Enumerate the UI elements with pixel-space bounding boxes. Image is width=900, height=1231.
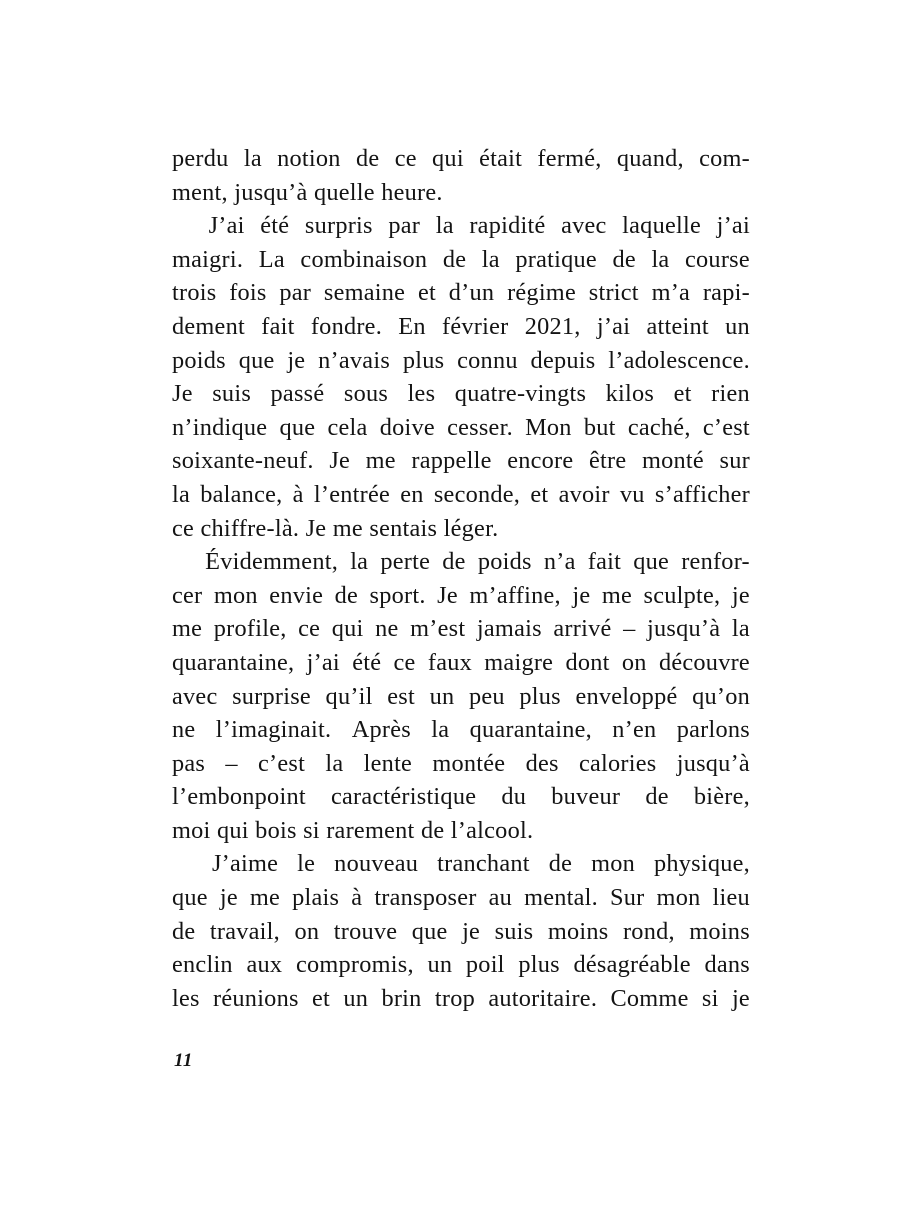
word: quarantaine, xyxy=(469,716,592,744)
word: qui xyxy=(432,145,464,172)
word: et xyxy=(673,380,692,408)
word: Après xyxy=(351,716,411,744)
word: m’est xyxy=(410,615,466,643)
word: cesser. xyxy=(447,413,513,441)
text-line xyxy=(172,142,750,176)
word: la xyxy=(435,212,454,240)
word: lieu xyxy=(712,884,750,912)
word: dans xyxy=(704,951,750,979)
word: but xyxy=(583,413,616,441)
word: à xyxy=(351,884,363,912)
word: semaine xyxy=(323,279,406,307)
word: on xyxy=(621,648,647,676)
word: la xyxy=(651,245,670,273)
word: seconde, xyxy=(433,480,521,508)
word: ne xyxy=(375,615,399,643)
word: 2021, xyxy=(524,312,581,340)
word: envie xyxy=(269,581,324,609)
word: quatre-vingts xyxy=(454,380,587,408)
text-line xyxy=(172,881,750,915)
word: être xyxy=(588,447,627,475)
word: avoir xyxy=(558,480,610,508)
word: et xyxy=(417,279,437,307)
word: un xyxy=(725,312,750,340)
word: j’ai xyxy=(306,648,340,676)
word: La xyxy=(258,245,285,273)
word: et xyxy=(311,984,331,1012)
word: Je xyxy=(172,380,193,408)
text-line xyxy=(172,847,750,881)
word: n’a xyxy=(543,548,576,576)
paragraph-indent xyxy=(172,847,193,881)
word: l’entrée xyxy=(313,480,391,508)
word: J’aime xyxy=(211,850,279,878)
word: rond, xyxy=(622,917,675,945)
text-line xyxy=(172,646,750,680)
word: la xyxy=(431,716,450,744)
text-line xyxy=(172,545,750,579)
word: un xyxy=(429,682,455,710)
word: jusqu’à xyxy=(676,749,750,777)
word: soixante-neuf. xyxy=(172,447,314,475)
word: quand, xyxy=(616,145,684,172)
word: désagréable xyxy=(573,951,691,979)
word: Mon xyxy=(525,413,572,441)
word: rien xyxy=(711,380,750,408)
word: rappelle xyxy=(411,447,492,475)
word: jamais xyxy=(476,615,542,643)
word: plais xyxy=(292,884,340,912)
word: avec xyxy=(561,212,607,240)
word: de xyxy=(442,245,467,273)
word: fois xyxy=(229,279,267,307)
word: sur xyxy=(719,447,750,475)
text-line xyxy=(172,612,750,646)
word: Je xyxy=(329,447,351,475)
word: l’embonpoint xyxy=(172,783,306,811)
word: fait xyxy=(587,548,622,576)
body-text-block xyxy=(172,142,750,1015)
word: février xyxy=(442,312,509,340)
word: notion xyxy=(277,145,341,172)
word: me xyxy=(365,447,396,475)
word: c’est xyxy=(258,749,306,777)
word: du xyxy=(501,783,527,811)
word: que xyxy=(633,548,670,576)
word: pas xyxy=(172,749,206,777)
word: surpris xyxy=(304,212,373,240)
text-line xyxy=(172,948,750,982)
word: je xyxy=(462,917,481,945)
word: de xyxy=(355,145,380,172)
word: renfor- xyxy=(681,548,750,576)
text-line: ment, jusqu’à quelle heure. xyxy=(172,178,443,206)
word: trop xyxy=(434,984,475,1012)
word: s’afficher xyxy=(654,480,750,508)
word: l’imaginait. xyxy=(215,716,332,744)
word: par xyxy=(279,279,312,307)
word: fermé, xyxy=(537,145,602,172)
word: doive xyxy=(379,413,435,441)
word: connu xyxy=(457,346,518,374)
text-line xyxy=(172,209,750,243)
word: nouveau xyxy=(334,850,419,878)
word: dont xyxy=(565,648,610,676)
word: arrivé xyxy=(553,615,612,643)
word: J’ai xyxy=(208,212,245,240)
text-line xyxy=(172,579,750,613)
word: fondre. xyxy=(310,312,383,340)
word: de xyxy=(442,548,466,576)
word: strict xyxy=(588,279,639,307)
word: poids xyxy=(172,346,226,374)
word: mental. xyxy=(524,884,598,912)
word: passé xyxy=(270,380,325,408)
word: par xyxy=(388,212,421,240)
word: trois xyxy=(172,279,217,307)
word: caractéristique xyxy=(330,783,477,811)
word: jusqu’à xyxy=(647,615,721,643)
word: le xyxy=(297,850,316,878)
word: vu xyxy=(619,480,645,508)
text-line xyxy=(172,243,750,277)
text-line xyxy=(172,915,750,949)
word: quarantaine, xyxy=(172,648,295,676)
paragraph-1 xyxy=(172,142,750,209)
word: com- xyxy=(699,145,750,172)
word: la xyxy=(481,245,500,273)
word: poil xyxy=(465,951,505,979)
word: la xyxy=(350,548,369,576)
text-line xyxy=(172,411,750,445)
word: surprise xyxy=(232,682,311,710)
text-line xyxy=(172,444,750,478)
word: mon xyxy=(591,850,636,878)
word: la xyxy=(325,749,344,777)
word: n’en xyxy=(612,716,657,744)
word: buveur xyxy=(551,783,621,811)
word: trouve xyxy=(333,917,398,945)
word: rapidité xyxy=(469,212,546,240)
word: moins xyxy=(689,917,750,945)
word: calories xyxy=(578,749,657,777)
word: course xyxy=(685,245,750,273)
word: de xyxy=(645,783,669,811)
word: travail, xyxy=(209,917,280,945)
word: suis xyxy=(212,380,252,408)
word: pratique xyxy=(515,245,597,273)
word: – xyxy=(623,615,636,643)
word: de xyxy=(612,245,636,273)
word: mon xyxy=(656,884,701,912)
word: tranchant xyxy=(437,850,530,878)
word: ce xyxy=(393,648,416,676)
word: je xyxy=(731,984,750,1012)
word: si xyxy=(701,984,719,1012)
word: les xyxy=(172,984,200,1012)
word: – xyxy=(225,749,238,777)
word: que xyxy=(172,884,208,912)
word: me xyxy=(601,581,633,609)
word: des xyxy=(525,749,559,777)
word: au xyxy=(488,884,513,912)
word: découvre xyxy=(658,648,750,676)
word: montée xyxy=(432,749,506,777)
word: qui xyxy=(331,615,364,643)
text-line xyxy=(172,478,750,512)
word: aux xyxy=(246,951,283,979)
word: mon xyxy=(213,581,258,609)
word: physique, xyxy=(654,850,750,878)
word: combinaison xyxy=(300,245,428,273)
word: de xyxy=(548,850,573,878)
word: cela xyxy=(327,413,368,441)
word: bière, xyxy=(693,783,750,811)
word: qu’il xyxy=(325,682,373,710)
word: la xyxy=(172,480,191,508)
word: m’affine, xyxy=(469,581,561,609)
text-line xyxy=(172,780,750,814)
word: enclin xyxy=(172,951,233,979)
word: compromis, xyxy=(295,951,414,979)
word: la xyxy=(243,145,262,172)
word: caché, xyxy=(627,413,691,441)
paragraph-indent xyxy=(172,545,193,579)
word: réunions xyxy=(213,984,299,1012)
word: j’ai xyxy=(716,212,750,240)
word: je xyxy=(572,581,591,609)
word: était xyxy=(479,145,523,172)
word: d’un xyxy=(448,279,495,307)
word: transposer xyxy=(374,884,477,912)
word: on xyxy=(294,917,320,945)
word: fait xyxy=(261,312,295,340)
text-line xyxy=(172,310,750,344)
paragraph-2 xyxy=(172,209,750,545)
word: avec xyxy=(172,682,218,710)
word: Évidemment, xyxy=(205,548,339,576)
word: les xyxy=(407,380,436,408)
paragraph-4 xyxy=(172,847,750,1015)
word: et xyxy=(530,480,549,508)
word: un xyxy=(427,951,453,979)
word: à xyxy=(292,480,304,508)
word: perte xyxy=(380,548,431,576)
word: brin xyxy=(381,984,422,1012)
word: rapi- xyxy=(702,279,750,307)
word: que xyxy=(279,413,316,441)
word: suis xyxy=(494,917,534,945)
word: profile, xyxy=(213,615,287,643)
word: ce xyxy=(298,615,321,643)
text-line xyxy=(172,276,750,310)
word: depuis xyxy=(530,346,596,374)
word: régime xyxy=(507,279,576,307)
word: été xyxy=(352,648,382,676)
word: j’ai xyxy=(596,312,631,340)
word: autoritaire. xyxy=(488,984,598,1012)
word: qu’on xyxy=(692,682,750,710)
word: un xyxy=(343,984,369,1012)
word: que xyxy=(238,346,275,374)
text-line xyxy=(172,982,750,1016)
word: parlons xyxy=(676,716,750,744)
word: de xyxy=(172,917,196,945)
word: n’indique xyxy=(172,413,268,441)
word: sculpte, xyxy=(643,581,721,609)
word: l’adolescence. xyxy=(608,346,750,374)
word: est xyxy=(387,682,415,710)
word: poids xyxy=(477,548,532,576)
text-line xyxy=(172,713,750,747)
word: été xyxy=(260,212,290,240)
word: la xyxy=(731,615,750,643)
word: Comme xyxy=(610,984,689,1012)
word: me xyxy=(172,615,203,643)
word: faux xyxy=(427,648,473,676)
text-line xyxy=(172,377,750,411)
word: c’est xyxy=(702,413,750,441)
word: plus xyxy=(518,951,560,979)
word: m’a xyxy=(651,279,691,307)
word: sous xyxy=(343,380,389,408)
word: je xyxy=(731,581,750,609)
word: En xyxy=(398,312,426,340)
word: monté xyxy=(641,447,704,475)
word: sport. xyxy=(369,581,426,609)
word: laquelle xyxy=(622,212,702,240)
word: moins xyxy=(547,917,609,945)
word: plus xyxy=(402,346,445,374)
word: lente xyxy=(363,749,413,777)
word: n’avais xyxy=(318,346,391,374)
word: encore xyxy=(507,447,574,475)
paragraph-3 xyxy=(172,545,750,847)
text-line xyxy=(172,344,750,378)
text-line xyxy=(172,747,750,781)
text-line: moi qui bois si rarement de l’alcool. xyxy=(172,816,534,844)
word: en xyxy=(400,480,424,508)
word: ce xyxy=(394,145,417,172)
page-number: 11 xyxy=(174,1050,193,1071)
word: me xyxy=(249,884,281,912)
text-line xyxy=(172,680,750,714)
word: dement xyxy=(172,312,245,340)
word: peu xyxy=(468,682,505,710)
word: de xyxy=(334,581,359,609)
word: je xyxy=(287,346,306,374)
word: ne xyxy=(172,716,196,744)
text-line: ce chiffre-là. Je me sentais léger. xyxy=(172,514,499,542)
word: balance, xyxy=(200,480,283,508)
word: cer xyxy=(172,581,203,609)
word: perdu xyxy=(172,145,229,172)
word: plus xyxy=(519,682,561,710)
word: je xyxy=(219,884,238,912)
word: enveloppé xyxy=(575,682,678,710)
word: maigri. xyxy=(172,245,244,273)
word: que xyxy=(411,917,448,945)
word: maigre xyxy=(484,648,554,676)
word: Sur xyxy=(610,884,645,912)
word: atteint xyxy=(646,312,709,340)
word: Je xyxy=(437,581,458,609)
word: kilos xyxy=(605,380,655,408)
paragraph-indent xyxy=(172,209,193,243)
